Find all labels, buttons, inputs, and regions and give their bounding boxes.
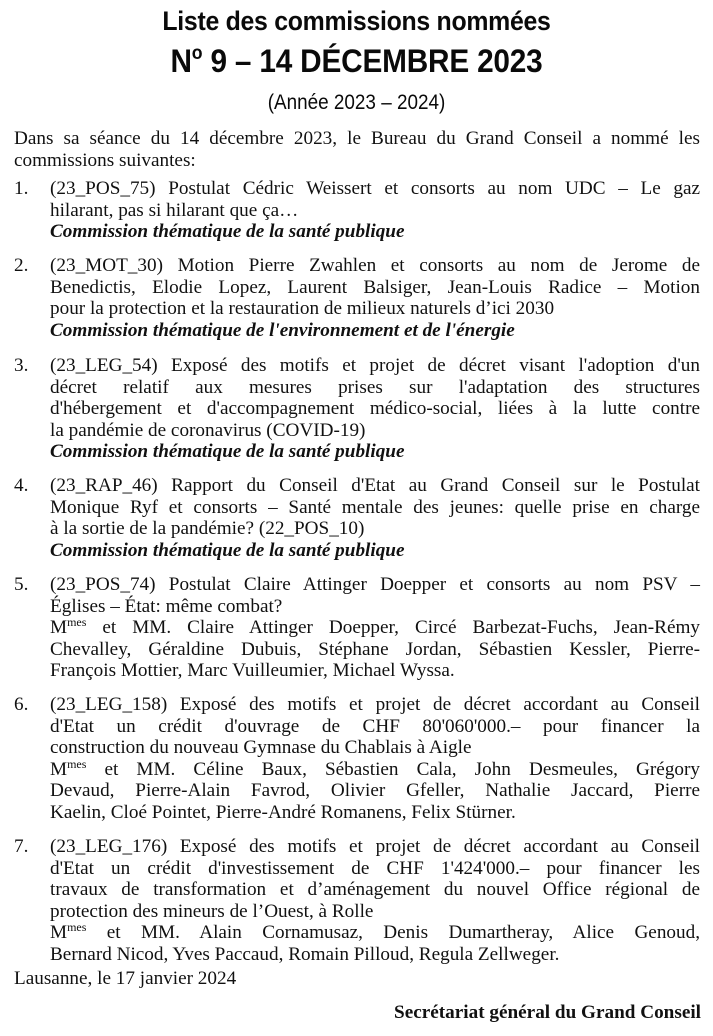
- issue-number-date: [25, 43, 688, 80]
- item-number: 4.: [14, 475, 29, 496]
- commission-name: Commission thématique de la santé publique: [50, 221, 405, 243]
- members-line: [50, 617, 700, 639]
- item-line: à la sortie de la pandémie? (22_POS_10): [50, 518, 365, 540]
- members-line: [50, 756, 700, 781]
- item-number: 1.: [14, 178, 29, 199]
- commission-name: Commission thématique de l'environnement et de l'énergie: [50, 319, 515, 341]
- members-text: et MM. Claire Attinger Doepper, Circé Barbezat-Fuchs, Jean-Rémy: [86, 617, 700, 639]
- members-line: François Mottier, Marc Vuilleumier, Michael Wyssa.: [50, 660, 455, 682]
- item-number: 2.: [14, 255, 29, 276]
- members-sup: mes: [67, 615, 87, 630]
- item-line: pour la protection et la restauration de milieux naturels d’ici 2030: [50, 298, 555, 320]
- members-line: Bernard Nicod, Yves Paccaud, Romain Pilloud, Regula Zellweger.: [50, 943, 560, 965]
- document-title: Liste des commissions nommées: [162, 6, 551, 36]
- item-line: d'hébergement et d'accompagnement médico-social, liées à la lutte contre: [50, 398, 700, 420]
- item-number: 7.: [14, 836, 29, 857]
- legislative-year: (Année 2023 – 2024): [267, 91, 446, 114]
- intro-line: commissions suivantes:: [14, 149, 196, 171]
- intro-line: Dans sa séance du 14 décembre 2023, le Bureau du Grand Conseil a nommé les: [14, 128, 700, 149]
- item-line: protection des mineurs de l’Ouest, à Rolle: [50, 900, 374, 922]
- item-line: (23_POS_75) Postulat Cédric Weissert et consorts au nom UDC – Le gaz: [50, 178, 700, 199]
- members-prefix: M: [50, 758, 68, 780]
- item-line: (23_LEG_54) Exposé des motifs et projet de décret visant l'adoption d'un: [50, 355, 700, 376]
- item-line: Églises – État: même combat?: [50, 595, 283, 617]
- members-sup: mes: [67, 756, 87, 771]
- item-line: (23_LEG_158) Exposé des motifs et projet de décret accordant au Conseil: [50, 694, 700, 715]
- signature: Secrétariat général du Grand Conseil: [394, 1002, 701, 1023]
- place-and-date: Lausanne, le 17 janvier 2024: [14, 968, 237, 989]
- item-line: (23_MOT_30) Motion Pierre Zwahlen et consorts au nom de Jerome de: [50, 255, 700, 276]
- item-line: d'Etat un crédit d'ouvrage de CHF 80'060'000.– pour financer la: [50, 715, 700, 737]
- item-number: 5.: [14, 574, 29, 595]
- item-line: la pandémie de coronavirus (COVID-19): [50, 419, 366, 441]
- commission-name: Commission thématique de la santé publique: [50, 539, 405, 561]
- item-line: décret relatif aux mesures prises sur l'adaptation des structures: [50, 376, 700, 398]
- members-line: [50, 922, 700, 944]
- item-line: Benedictis, Elodie Lopez, Laurent Balsiger, Jean-Louis Radice – Motion: [50, 276, 700, 298]
- item-line: construction du nouveau Gymnase du Chablais à Aigle: [50, 737, 472, 759]
- members-prefix: M: [50, 922, 68, 944]
- item-line: d'Etat un crédit d'investissement de CHF 1'424'000.– pour financer les: [50, 857, 700, 879]
- item-line: (23_POS_74) Postulat Claire Attinger Doepper et consorts au nom PSV –: [50, 574, 700, 595]
- members-prefix: M: [50, 617, 68, 639]
- commission-name: Commission thématique de la santé publique: [50, 441, 405, 463]
- members-text: et MM. Alain Cornamusaz, Denis Dumartheray, Alice Genoud,: [86, 922, 700, 944]
- item-line: Monique Ryf et consorts – Santé mentale des jeunes: quelle prise en charge: [50, 496, 700, 518]
- item-line: hilarant, pas si hilarant que ça…: [50, 199, 299, 221]
- item-line: travaux de transformation et d’aménagement du nouvel Office régional de: [50, 879, 700, 901]
- members-sup: mes: [67, 920, 87, 935]
- issue-number-sup: o: [191, 43, 203, 64]
- intro-paragraph: [14, 128, 700, 171]
- members-line: Devaud, Pierre-Alain Favrod, Olivier Gfeller, Nathalie Jaccard, Pierre: [50, 780, 700, 802]
- members-line: Kaelin, Cloé Pointet, Pierre-André Romanens, Felix Stürner.: [50, 801, 516, 823]
- item-line: (23_RAP_46) Rapport du Conseil d'Etat au Grand Conseil sur le Postulat: [50, 475, 700, 496]
- issue-number-rest: 9 – 14 DÉCEMBRE 2023: [202, 43, 543, 79]
- item-line: (23_LEG_176) Exposé des motifs et projet de décret accordant au Conseil: [50, 836, 700, 857]
- item-number: 6.: [14, 694, 29, 715]
- item-number: 3.: [14, 355, 29, 376]
- issue-number-prefix: N: [170, 43, 192, 79]
- members-text: et MM. Céline Baux, Sébastien Cala, John Desmeules, Grégory: [86, 758, 700, 780]
- members-line: Chevalley, Géraldine Dubuis, Stéphane Jordan, Sébastien Kessler, Pierre-: [50, 638, 700, 660]
